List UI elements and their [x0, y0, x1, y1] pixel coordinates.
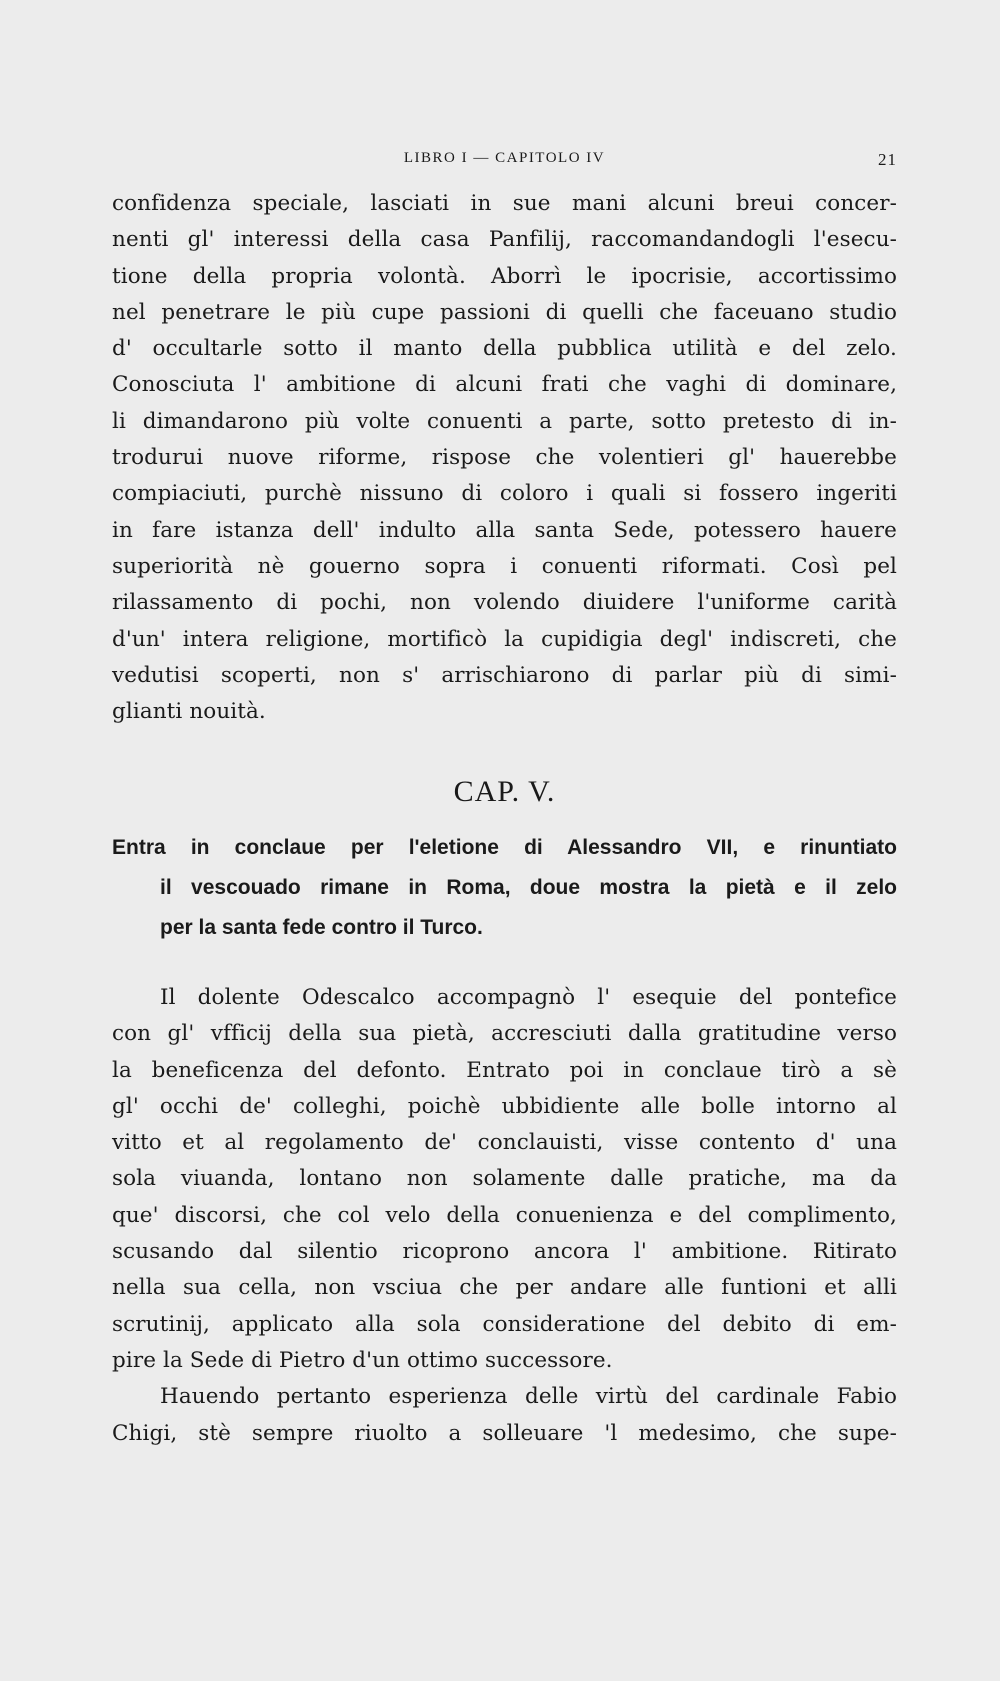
- text-line: Il dolente Odescalco accompagnò l' esequie del pontefice: [160, 985, 897, 1010]
- text-line: d' occultarle sotto il manto della pubblica utilità e del zelo.: [112, 336, 897, 362]
- chapter-heading: CAP. V.: [453, 775, 556, 808]
- text-line: nella sua cella, non vsciua che per andare alle funtioni et alli: [112, 1275, 897, 1301]
- text-line: sola viuanda, lontano non solamente dalle pratiche, ma da: [112, 1166, 897, 1192]
- text-line: confidenza speciale, lasciati in sue mani alcuni breui concer-: [112, 191, 897, 216]
- summary-line: per la santa fede contro il Turco.: [160, 916, 483, 939]
- page-number: 21: [878, 150, 897, 169]
- text-line: Hauendo pertanto esperienza delle virtù del cardinale Fabio: [160, 1384, 897, 1410]
- chapter-summary: [112, 828, 897, 948]
- text-line: Conosciuta l' ambitione di alcuni frati che vaghi di dominare,: [112, 372, 897, 398]
- text-line: la beneficenza del defonto. Entrato poi in conclaue tirò a sè: [112, 1057, 897, 1083]
- text-line: d'un' intera religione, mortificò la cupidigia degl' indiscreti, che: [112, 626, 897, 652]
- paragraph-chapter-opening: [112, 980, 897, 1452]
- text-line: tione della propria volontà. Aborrì le ipocrisie, accortissimo: [112, 263, 897, 289]
- text-line: nenti gl' interessi della casa Panfilij, raccomandandogli l'esecu-: [112, 227, 897, 253]
- text-line: que' discorsi, che col velo della conuenienza e del complimento,: [112, 1202, 897, 1228]
- text-line: trodurui nuove riforme, rispose che volentieri gl' hauerebbe: [112, 445, 897, 471]
- paragraph-continuation: [112, 186, 897, 730]
- text-line: gl' occhi de' colleghi, poichè ubbidiente alle bolle intorno al: [112, 1093, 897, 1119]
- text-line: nel penetrare le più cupe passioni di quelli che faceuano studio: [112, 299, 897, 325]
- text-line: scrutinij, applicato alla sola consideratione del debito di em-: [112, 1311, 897, 1337]
- text-line: rilassamento di pochi, non volendo diuidere l'uniforme carità: [112, 590, 897, 616]
- summary-line: Entra in conclaue per l'eletione di Alessandro VII, e rinuntiato: [112, 836, 897, 859]
- text-line: vedutisi scoperti, non s' arrischiarono di parlar più di simi-: [112, 662, 897, 688]
- text-line: in fare istanza dell' indulto alla santa Sede, potessero hauere: [112, 517, 897, 543]
- text-line: vitto et al regolamento de' conclauisti, visse contento d' una: [112, 1130, 897, 1156]
- text-line: compiaciuti, purchè nissuno di coloro i quali si fossero ingeriti: [112, 481, 897, 507]
- text-line: con gl' vfficij della sua pietà, accresciuti dalla gratitudine verso: [112, 1021, 897, 1047]
- text-line: li dimandarono più volte conuenti a parte, sotto pretesto di in-: [112, 408, 897, 434]
- summary-line: il vescouado rimane in Roma, doue mostra la pietà e il zelo: [160, 876, 897, 899]
- running-header: [112, 150, 897, 174]
- text-line: Chigi, stè sempre riuolto a solleuare 'l medesimo, che supe-: [112, 1420, 897, 1446]
- text-line: superiorità nè gouerno sopra i conuenti riformati. Così pel: [112, 553, 897, 579]
- text-line: pire la Sede di Pietro d'un ottimo successore.: [112, 1347, 613, 1373]
- running-title: LIBRO I — CAPITOLO IV: [403, 150, 606, 166]
- text-line: glianti nouità.: [112, 699, 266, 725]
- text-line: scusando dal silentio ricoprono ancora l' ambitione. Ritirato: [112, 1239, 897, 1265]
